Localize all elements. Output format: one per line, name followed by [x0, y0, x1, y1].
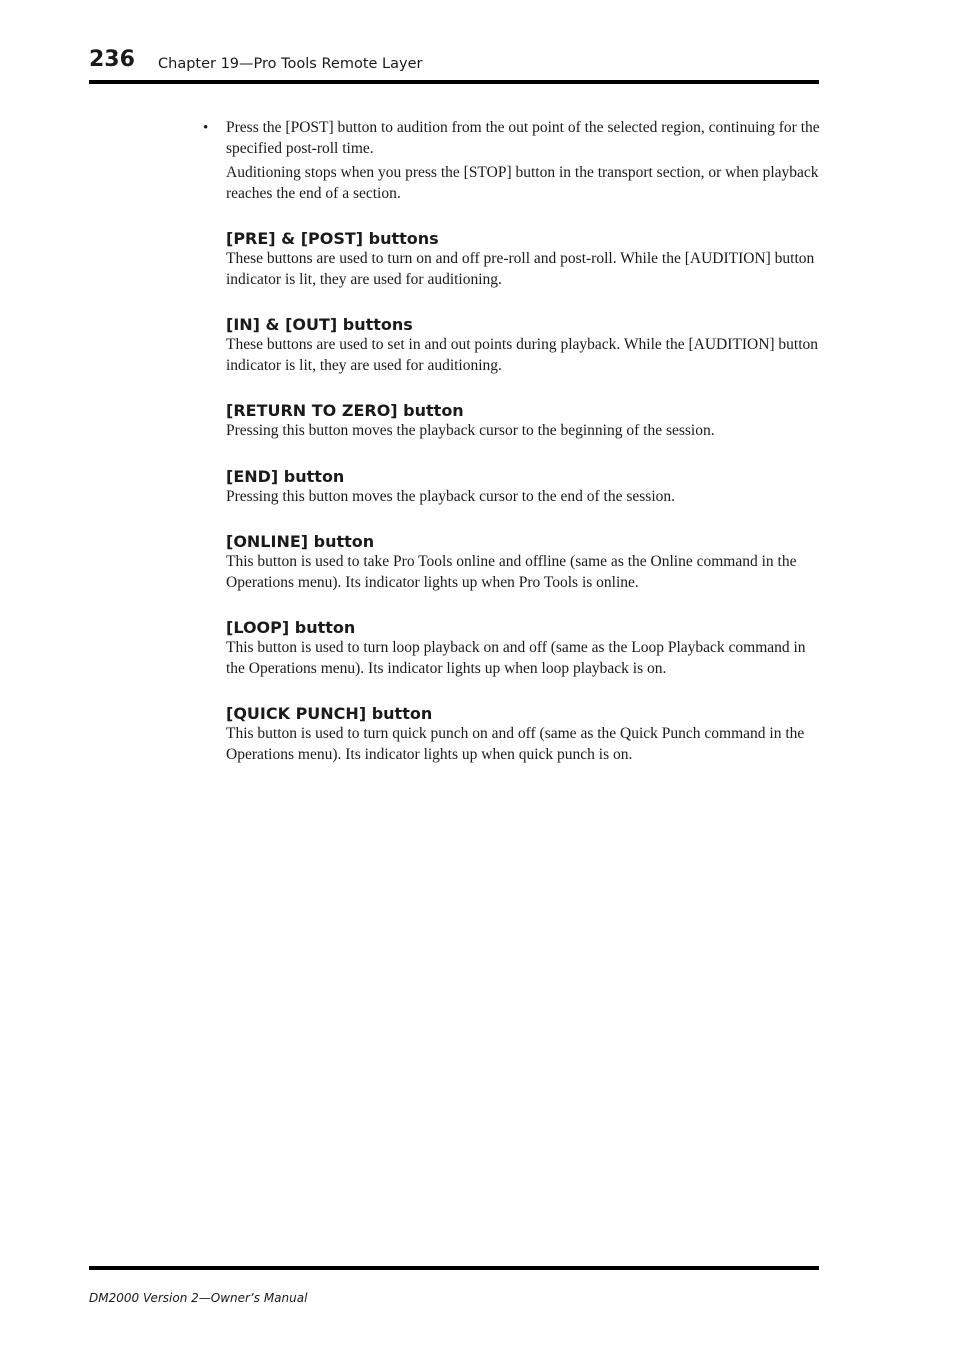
section-body: This button is used to turn quick punch on and off (same as the Quick Punch command in the Operations menu). Its indicator lights up when quick punch is on.	[226, 725, 805, 763]
section-body: These buttons are used to set in and out points during playback. While the [AUDITION] button indicator is lit, they are used for auditioning.	[226, 336, 819, 374]
bullet-text: Press the [POST] button to audition from the out point of the selected region, continuing for the specified post-roll time.	[226, 119, 820, 157]
footer-rule	[89, 1266, 819, 1270]
section-return-to-zero-button	[200, 400, 820, 442]
section-heading: [RETURN TO ZERO] button	[226, 401, 464, 420]
section-loop-button	[200, 617, 820, 679]
section-body: Pressing this button moves the playback cursor to the beginning of the session.	[226, 422, 715, 439]
section-heading: [ONLINE] button	[226, 532, 375, 551]
section-quick-punch-button	[200, 703, 820, 765]
section-heading: [PRE] & [POST] buttons	[226, 229, 439, 248]
section-heading: [END] button	[226, 466, 345, 486]
page-content	[200, 118, 820, 765]
section-body: This button is used to turn loop playback on and off (same as the Loop Playback command in the Operations menu). Its indicator lights up when loop playback is on.	[226, 639, 806, 677]
footer-text: DM2000 Version 2—Owner’s Manual	[89, 1291, 308, 1305]
section-online-button	[200, 531, 820, 593]
section-end-button	[200, 466, 820, 508]
section-body: This button is used to take Pro Tools online and offline (same as the Online command in the Operations menu). Its indicator lights up when Pro Tools is online.	[226, 553, 797, 591]
continuation-paragraph: Auditioning stops when you press the [STOP] button in the transport section, or when playback reaches the end of a section.	[226, 164, 819, 202]
bullet-item	[200, 118, 820, 159]
chapter-title: Chapter 19—Pro Tools Remote Layer	[158, 56, 423, 72]
section-body: These buttons are used to turn on and off pre-roll and post-roll. While the [AUDITION] button indicator is lit, they are used for auditioning.	[226, 250, 815, 288]
page-header	[89, 44, 819, 84]
section-heading: [LOOP] button	[226, 618, 356, 637]
section-in-out-buttons	[200, 314, 820, 376]
section-body: Pressing this button moves the playback cursor to the end of the session.	[226, 487, 676, 505]
section-heading: [IN] & [OUT] buttons	[226, 315, 413, 334]
header-rule	[89, 80, 819, 84]
page-number: 236	[89, 47, 135, 72]
section-pre-post-buttons	[200, 228, 820, 290]
bullet-marker: •	[203, 120, 209, 136]
section-heading: [QUICK PUNCH] button	[226, 704, 433, 723]
